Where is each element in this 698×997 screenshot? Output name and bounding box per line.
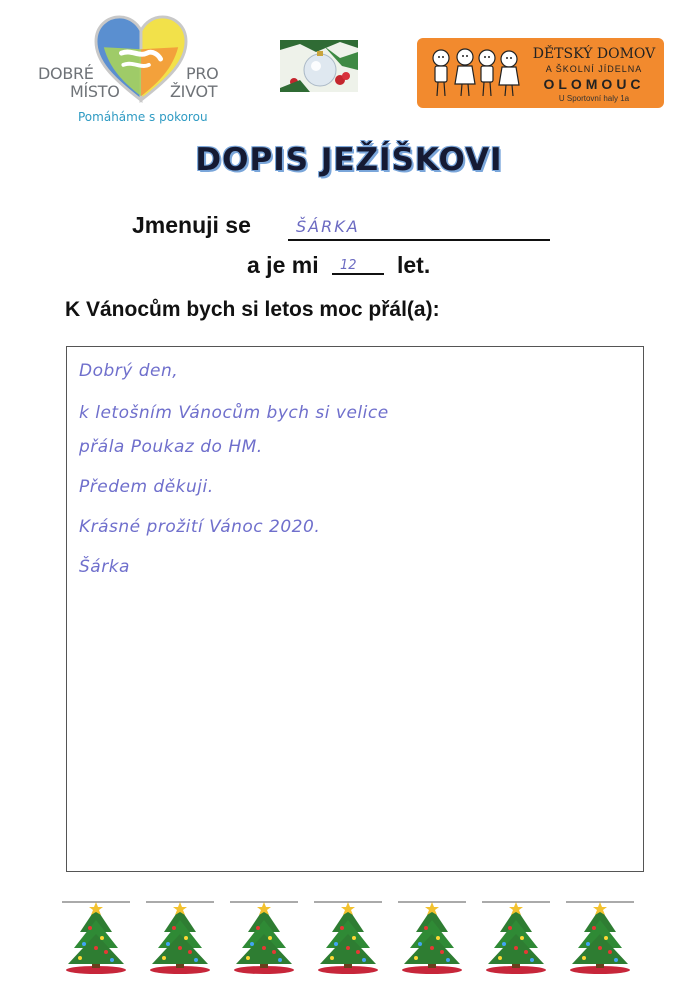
letter-line: Dobrý den, [79,361,179,381]
page-title: DOPIS JEŽÍŠKOVI [195,142,503,178]
detsky-domov-title: DĚTSKÝ DOMOV [532,46,656,62]
age-value: 12 [340,258,357,273]
age-underline [332,273,384,275]
christmas-bauble-icon [280,40,358,92]
dobre-misto-pro-zivot-logo [34,14,234,129]
name-value: ŠÁRKA [296,217,360,236]
christmas-tree-icon [396,898,468,976]
age-label: a je mi [247,252,319,278]
letter-line: Šárka [79,557,130,577]
christmas-tree-icon [60,898,132,976]
christmas-tree-icon [312,898,384,976]
letter-line: Předem děkuji. [79,477,214,497]
christmas-tree-icon [480,898,552,976]
christmas-trees-row [60,898,650,978]
name-label: Jmenuji se [132,212,251,238]
wish-label: K Vánocům bych si letos moc přál(a): [65,298,440,321]
christmas-tree-icon [144,898,216,976]
logo-word-zivot: ŽIVOT [170,82,218,101]
christmas-tree-icon [228,898,300,976]
detsky-domov-subtitle: A ŠKOLNÍ JÍDELNA [545,64,643,74]
children-figures-icon [427,44,522,102]
logo-word-pro: PRO [186,64,219,83]
letter-box [66,346,644,872]
detsky-domov-city: OLOMOUC [543,76,645,92]
letter-line: Krásné prožití Vánoc 2020. [79,517,321,537]
name-underline [288,239,550,241]
detsky-domov-logo [417,38,664,108]
logo-word-misto: MÍSTO [70,82,120,101]
christmas-tree-icon [564,898,636,976]
logo-word-dobre: DOBRÉ [38,64,94,83]
age-suffix: let. [397,252,431,278]
detsky-domov-address: U Sportovní haly 1a [558,94,630,103]
logo-tagline: Pomáháme s pokorou [78,110,208,124]
letter-line: k letošním Vánocům bych si velice [79,403,389,423]
letter-line: přála Poukaz do HM. [79,437,263,457]
